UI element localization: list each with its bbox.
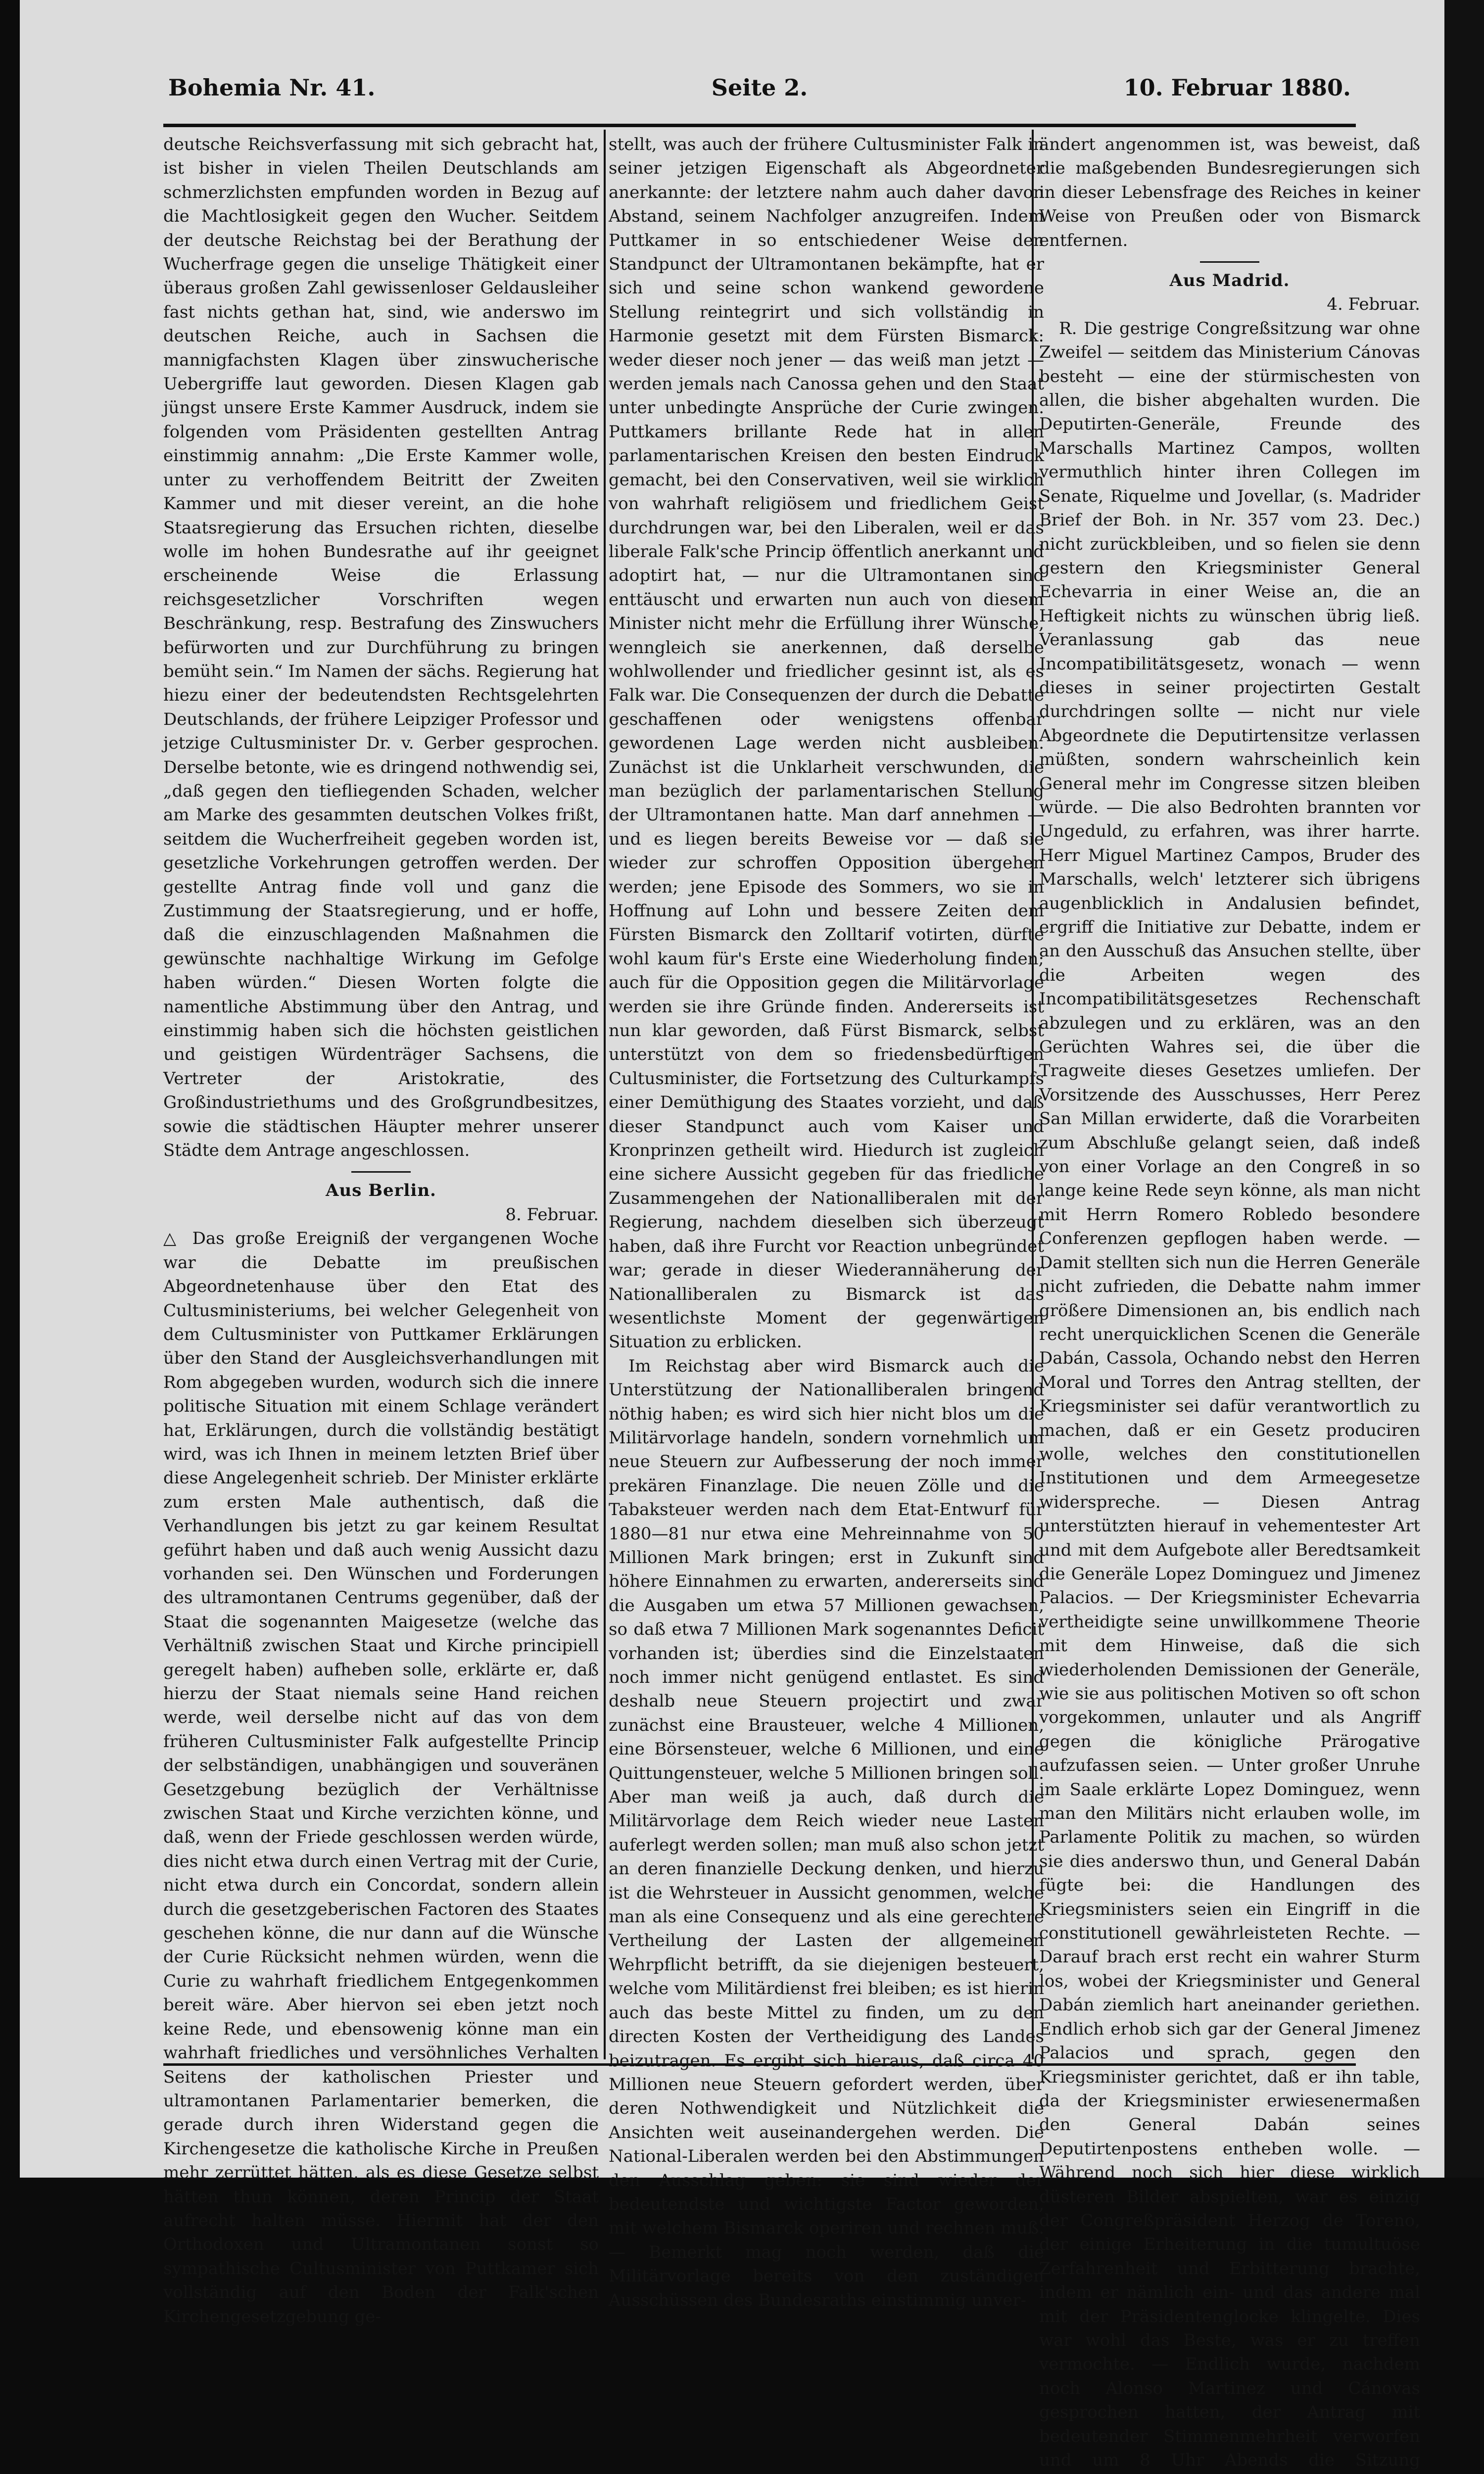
article-madrid-text: R. Die gestrige Congreßsitzung war ohne Zweifel — seitdem das Ministerium Cánovas besteht — eine der stürmischesten von allen, die bisher abgehalten wurden. Die Deputirten-Generäle, Freunde des Marschalls Martinez Campos, wollten vermuthlich hinter ihren Collegen im Senate, Riquelme und Jovellar, (s. Madrider Brief der Boh. in Nr. 357 vom 23. Dec.) nicht zurückbleiben, und so fielen sie denn gestern den Kriegsminister General Echevarria in einer Weise an, die an Heftigkeit nichts zu wünschen übrig ließ. Veranlassung gab das neue Incompatibilitätsgesetz, wonach — wenn dieses in seiner projectirten Gestalt durchdringen sollte — nicht nur viele Abgeordnete die Deputirtensitze verlassen müßten, sondern wahrscheinlich kein General mehr im Congresse sitzen bleiben würde. — Die also Bedrohten brannten vor Ungeduld, zu erfahren, was ihrer harrte. Herr Miguel Martinez Campos, Bruder des Marschalls, welch' letzterer sich übrigens augenblicklich in Andalusien befindet, ergriff die Initiative zur Debatte, indem er an den Ausschuß das Ansuchen stellte, über die Arbeiten wegen des Incompatibilitätsgesetzes Rechenschaft abzulegen und zu erklären, was an den Gerüchten Wahres sei, die über die Tragweite dieses Gesetzes umliefen. Der Vorsitzende des Ausschusses, Herr Perez San Millan erwiderte, daß die Vorarbeiten zum Abschluße gelangt seien, daß indeß von einer Vorlage an den Congreß in so lange keine Rede seyn könne, als man nicht mit Herrn Romero Robledo besondere Conferenzen gepflogen haben werde. — Damit stellten sich nun die Herren Generäle nicht zufrieden, die Debatte nahm immer größere Dimensionen an, bis endlich nach recht unerquicklichen Scenen die Generäle Dabán, Cassola, Ochando nebst den Herren Moral und Torres den Antrag stellten, der Kriegsminister sei dafür verantwortlich zu machen, daß er ein Gesetz produciren wolle, welches den constitutionellen Institutionen und dem Armeegesetze widerspreche. — Diesen Antrag unterstützten hierauf in vehementester Art und mit dem Aufgebote aller Beredtsamkeit die Generäle Lopez Dominguez und Jimenez Palacios. — Der Kriegsminister Echevarria vertheidigte seine unwillkommene Theorie mit dem Hinweise, daß die sich wiederholenden Demissionen der Generäle, wie sie aus politischen Motiven so oft schon vorgekommen, unlauter und als Angriff gegen die königliche Prärogative aufzufassen seien. — Unter großer Unruhe im Saale erklärte Lopez Dominguez, wenn man den Militärs nicht erlauben wolle, im Parlamente Politik zu machen, so würden sie dies anderswo thun, und General Dabán fügte bei: die Handlungen des Kriegsministers seien ein Eingriff in die constitutionell gewährleisteten Rechte. — Darauf brach erst recht ein wahrer Sturm los, wobei der Kriegsminister und General Dabán ziemlich hart aneinander geriethen. Endlich erhob sich gar der General Jimenez Palacios und sprach, gegen den Kriegsminister gerichtet, daß er ihn table, da der Kriegsminister erwiesenermaßen den General Dabán seines Deputirtenpostens entheben wolle. — Während noch sich hier diese wirklich düsteren Bilder abspielten, war es einzig der Congreßpräsident Herzog de Toreno, der einige Erheiterung in die tumultuöse Zerfahrenheit und Erbitterung brachte, indem er nämlich ein- und das andere mal mit der Präsidentenglocke klingelte. Dies war wohl das Beste, was er zu treffen vermochte. — Endlich wurde, nachdem noch Alonso Martinez und Cánovas gesprochen hatten, der Antrag mit bedeutender Stimmenmehrheit verworfen und um 8 Uhr Abends die Sitzung	[1039, 318, 1420, 2470]
section-divider	[351, 1171, 411, 1173]
section-divider	[1200, 261, 1259, 263]
article-berlin-ending: ändert angenommen ist, was beweist, daß die maßgebenden Bundesregierungen sich in dieser Lebensfrage des Reiches in keiner Weise von Preußen oder von Bismarck entfernen.	[1039, 135, 1420, 250]
article-berlin-continued: stellt, was auch der frühere Cultusminister Falk in seiner jetzigen Eigenschaft als Abgeordneter anerkannte: der letztere nahm auch daher davon Abstand, seinem Nachfolger anzugreifen. Indem Puttkamer in so entschiedener Weise den Standpunct der Ultramontanen bekämpfte, hat er sich und seine schon wankend gewordene Stellung reintegrirt und sich vollständig in Harmonie gesetzt mit dem Fürsten Bismarck: weder dieser noch jener — das weiß man jetzt — werden jemals nach Canossa gehen und den Staat unter unbedingte Ansprüche der Curie zwingen. Puttkamers brillante Rede hat in allen parlamentarischen Kreisen den besten Eindruck gemacht, bei den Conservativen, weil sie wirklich von wahrhaft religiösem und friedlichem Geist durchdrungen war, bei den Liberalen, weil er das liberale Falk'sche Princip öffentlich anerkannt und adoptirt hat, — nur die Ultramontanen sind enttäuscht und erwarten nun auch von diesem Minister nicht mehr die Erfüllung ihrer Wünsche, wenngleich sie anerkennen, daß derselbe wohlwollender und friedlicher gesinnt ist, als es Falk war. Die Consequenzen der durch die Debatte geschaffenen oder wenigstens offenbar gewordenen Lage werden nicht ausbleiben. Zunächst ist die Unklarheit verschwunden, die man bezüglich der parlamentarischen Stellung der Ultramontanen hatte. Man darf annehmen — und es liegen bereits Beweise vor — daß sie wieder zur schroffen Opposition übergehen werden; jene Episode des Sommers, wo sie in Hoffnung auf Lohn und bessere Zeiten dem Fürsten Bismarck den Zolltarif votirten, dürfte wohl kaum für's Erste eine Wiederholung finden; auch für die Opposition gegen die Militärvorlage werden sie ihre Gründe finden. Andererseits ist nun klar geworden, daß Fürst Bismarck, selbst unterstützt von dem so friedensbedürftigen Cultusminister, die Fortsetzung des Culturkampfs einer Demüthigung des Staates vorzieht, und daß dieser Standpunct auch vom Kaiser und Kronprinzen getheilt wird. Hiedurch ist zugleich eine sichere Aussicht gegeben für das friedliche Zusammengehen der Nationalliberalen mit der Regierung, nachdem dieselben sich überzeugt haben, daß ihre Furcht vor Reaction unbegründet war; gerade in dieser Wiederannäherung der Nationalliberalen zu Bismarck ist das wesentlichste Moment der gegenwärtigen Situation zu erblicken.	[609, 135, 1044, 1352]
page-number: Seite 2.	[711, 74, 808, 101]
header-rule	[163, 124, 1356, 127]
column-divider-1	[604, 130, 606, 2059]
section-heading-berlin: Aus Berlin.	[326, 1181, 436, 1201]
column-2	[609, 133, 1044, 2310]
issue-date: 10. Februar 1880.	[1123, 74, 1351, 101]
footer-rule	[163, 2063, 1356, 2066]
column-1	[163, 133, 599, 2327]
article-usury-text: deutsche Reichsverfassung mit sich gebracht hat, ist bisher in vielen Theilen Deutschlands am schmerzlichsten empfunden worden in Bezug auf die Machtlosigkeit gegen den Wucher. Seitdem der deutsche Reichstag bei der Berathung der Wucherfrage gegen die unselige Thätigkeit einer überaus großen Zahl gewissenloser Geldausleiher fast nichts gethan hat, sind, wie anderswo im deutschen Reiche, auch in Sachsen die mannigfachsten Klagen über zinswucherische Uebergriffe laut geworden. Diesen Klagen gab jüngst unsere Erste Kammer Ausdruck, indem sie folgenden vom Präsidenten gestellten Antrag einstimmig annahm: „Die Erste Kammer wolle, unter zu verhoffendem Beitritt der Zweiten Kammer und mit dieser vereint, an die hohe Staatsregierung das Ersuchen richten, dieselbe wolle im hohen Bundesrathe auf ihr geeignet erscheinende Weise die Erlassung reichsgesetzlicher Vorschriften wegen Beschränkung, resp. Bestrafung des Zinswuchers befürworten und zur Durchführung zu bringen bemüht sein.“ Im Namen der sächs. Regierung hat hiezu einer der bedeutendsten Rechtsgelehrten Deutschlands, der frühere Leipziger Professor und jetzige Cultusminister Dr. v. Gerber gesprochen. Derselbe betonte, wie es dringend nothwendig sei, „daß gegen den tiefliegenden Schaden, welcher am Marke des gesammten deutschen Volkes frißt, seitdem die Wucherfreiheit gegeben worden ist, gesetzliche Vorkehrungen getroffen werden. Der gestellte Antrag finde voll und ganz die Zustimmung der Staatsregierung, und er hoffe, daß die einzuschlagenden Maßnahmen die gewünschte nachhaltige Wirkung im Gefolge haben würden.“ Diesen Worten folgte die namentliche Abstimmung über den Antrag, und einstimmig haben sich die höchsten geistlichen und geistigen Würdenträger Sachsens, die Vertreter der Aristokratie, des Großindustriethums und des Großgrundbesitzes, sowie die städtischen Häupter mehrer unserer Städte dem Antrage angeschlossen.	[163, 135, 599, 1161]
section-heading-madrid: Aus Madrid.	[1169, 271, 1290, 291]
masthead-issue: Bohemia Nr. 41.	[168, 74, 376, 101]
article-reichstag-text: Im Reichstag aber wird Bismarck auch die Unterstützung der Nationalliberalen bringend nöthig haben; es wird sich hier nicht blos um die Militärvorlage handeln, sondern vornehmlich um neue Steuern zur Aufbesserung der noch immer prekären Finanzlage. Die neuen Zölle und die Tabaksteuer werden nach dem Etat-Entwurf für 1880—81 nur etwa eine Mehreinnahme von 50 Millionen Mark bringen; erst in Zukunft sind höhere Einnahmen zu erwarten, andererseits sind die Ausgaben um etwa 57 Millionen gewachsen, so daß etwa 7 Millionen Mark sogenanntes Deficit vorhanden ist; überdies sind die Einzelstaaten noch immer nicht genügend entlastet. Es sind deshalb neue Steuern projectirt und zwar zunächst eine Brausteuer, welche 4 Millionen, eine Börsensteuer, welche 6 Millionen, und eine Quittungensteuer, welche 5 Millionen bringen soll. Aber man weiß ja auch, daß durch die Militärvorlage dem Reich wieder neue Lasten auferlegt werden sollen; man muß also schon jetzt an deren finanzielle Deckung denken, und hierzu ist die Wehrsteuer in Aussicht genommen, welche man als eine Consequenz und als eine gerechtere Vertheilung der Lasten der allgemeinen Wehrpflicht betrifft, da sie diejenigen besteuert, welche vom Militärdienst frei bleiben; es ist hierin auch das beste Mittel zu finden, um zu den directen Kosten der Vertheidigung des Landes beizutragen. Es ergibt sich hieraus, daß circa 40 Millionen neue Steuern gefordert werden, über deren Nothwendigkeit und Nützlichkeit die Ansichten weit auseinandergehen werden. Die National-Liberalen werden bei den Abstimmungen den Ausschlag geben: sie sind wieder der bedeutendste und wichtigste Factor geworden, mit welchem Bismarck operiren und rechnen muß. — Bemerkt mag noch werden, daß die Militärvorlage bereits von den zuständigen Ausschüssen des Bundesraths einstimmig unver-	[609, 1356, 1044, 2310]
scan-edge	[1444, 0, 1484, 2178]
dateline-berlin: 8. Februar.	[505, 1204, 599, 1225]
dateline-madrid: 4. Februar.	[1327, 294, 1420, 315]
newspaper-page	[20, 0, 1445, 2470]
page-header	[168, 69, 1351, 124]
article-berlin-text: △ Das große Ereigniß der vergangenen Woche war die Debatte im preußischen Abgeordnetenhause über den Etat des Cultusministeriums, bei welcher Gelegenheit von dem Cultusminister von Puttkamer Erklärungen über den Stand der Ausgleichsverhandlungen mit Rom abgegeben wurden, wodurch sich die innere politische Situation mit einem Schlage verändert hat, Erklärungen, durch die vollständig bestätigt wird, was ich Ihnen in meinem letzten Brief über diese Angelegenheit schrieb. Der Minister erklärte zum ersten Male authentisch, daß die Verhandlungen bis jetzt zu gar keinem Resultat geführt haben und daß auch wenig Aussicht dazu vorhanden sei. Den Wünschen und Forderungen des ultramontanen Centrums gegenüber, daß der Staat die sogenannten Maigesetze (welche das Verhältniß zwischen Staat und Kirche principiell geregelt haben) aufheben solle, erklärte er, daß hierzu der Staat niemals seine Hand reichen werde, weil derselbe nicht auf das von dem früheren Cultusminister Falk aufgestellte Princip der selbständigen, unabhängigen und souveränen Gesetzgebung bezüglich der Verhältnisse zwischen Staat und Kirche verzichten könne, und daß, wenn der Friede geschlossen werden würde, dies nicht etwa durch einen Vertrag mit der Curie, nicht etwa durch ein Concordat, sondern allein durch die gesetzgeberischen Factoren des Staates geschehen könne, die nur dann auf die Wünsche der Curie Rücksicht nehmen würden, wenn die Curie zu wahrhaft friedlichem Entgegenkommen bereit wäre. Aber hiervon sei eben jetzt noch keine Rede, und ebensowenig könne man ein wahrhaft friedliches und versöhnliches Verhalten Seitens der katholischen Priester und ultramontanen Parlamentarier bemerken, die gerade durch ihren Widerstand gegen die Kirchengesetze die katholische Kirche in Preußen mehr zerrüttet hätten, als es diese Gesetze selbst hätten thun können, deren Princip der Staat aufrecht halten müsse. Hiermit hat der den Orthodoxen und Ultramontanen sonst so sympathische Cultusminister von Puttkamer sich vollständig auf den Boden der Falk'schen Kirchengesetzgebung ge-	[163, 1229, 599, 2327]
column-3	[1039, 133, 1420, 2470]
